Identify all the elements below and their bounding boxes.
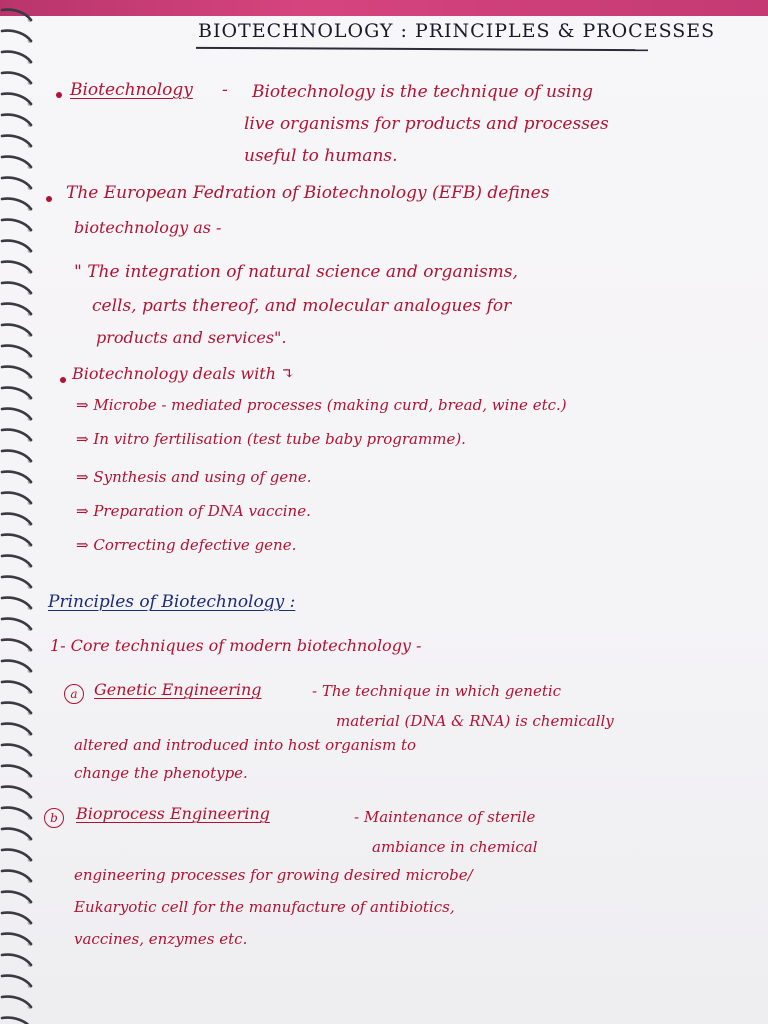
spiral-coil [2, 73, 31, 83]
efb-line-1: The European Fedration of Biotechnology (EFB) defines [66, 183, 550, 203]
principles-subheading: 1- Core techniques of modern biotechnology - [50, 636, 422, 655]
definition-dash: - [222, 80, 228, 100]
spiral-coil [2, 598, 31, 608]
spiral-coil [2, 136, 31, 146]
spiral-coil [2, 199, 31, 209]
genetic-engineering-term: Genetic Engineering [94, 680, 262, 699]
spiral-coil [2, 1018, 31, 1024]
bioprocess-engineering-line-4: Eukaryotic cell for the manufacture of antibiotics, [74, 898, 455, 916]
spiral-coil [2, 178, 31, 188]
spiral-coil [2, 640, 31, 650]
spiral-coil [2, 430, 31, 440]
spiral-coil [2, 766, 31, 776]
deals-heading: Biotechnology deals with ↴ [72, 364, 295, 383]
bioprocess-engineering-line-2: ambiance in chemical [372, 838, 538, 856]
spiral-coil [2, 325, 31, 335]
bioprocess-engineering-line-1: - Maintenance of sterile [354, 808, 536, 826]
spiral-binding [0, 0, 46, 1024]
spiral-coil [2, 787, 31, 797]
spiral-coil [2, 220, 31, 230]
spiral-coil [2, 388, 31, 398]
spiral-coil [2, 661, 31, 671]
spiral-coil [2, 976, 31, 986]
spiral-coil [2, 577, 31, 587]
genetic-engineering-line-4: change the phenotype. [74, 764, 248, 782]
spiral-coil [2, 451, 31, 461]
spiral-coil [2, 241, 31, 251]
spiral-coil [2, 871, 31, 881]
spiral-coil [2, 262, 31, 272]
deals-item: ⇒ Microbe - mediated processes (making curd, bread, wine etc.) [76, 396, 567, 414]
title-underline [196, 47, 648, 51]
spiral-coil [2, 745, 31, 755]
genetic-engineering-line-2: material (DNA & RNA) is chemically [336, 712, 614, 730]
spiral-coil [2, 94, 31, 104]
spiral-coil [2, 682, 31, 692]
spiral-coil [2, 157, 31, 167]
spiral-coil [2, 724, 31, 734]
bioprocess-engineering-term: Bioprocess Engineering [76, 804, 270, 823]
deals-item: ⇒ Synthesis and using of gene. [76, 468, 312, 486]
bioprocess-engineering-line-5: vaccines, enzymes etc. [74, 930, 248, 948]
spiral-coil [2, 955, 31, 965]
bullet-dot [56, 92, 62, 98]
efb-quote-line-2: cells, parts thereof, and molecular analogues for [92, 296, 512, 316]
efb-quote-line-1: " The integration of natural science and organisms, [74, 262, 518, 282]
spiral-coil [2, 367, 31, 377]
efb-quote-line-3: products and services". [96, 328, 287, 347]
definition-line-1: Biotechnology is the technique of using [252, 82, 593, 102]
efb-line-2: biotechnology as - [74, 218, 222, 237]
bullet-dot [60, 377, 66, 383]
deals-item: ⇒ In vitro fertilisation (test tube baby programme). [76, 430, 466, 448]
spiral-coil [2, 283, 31, 293]
spiral-coil [2, 115, 31, 125]
marker-a-icon: a [64, 684, 84, 704]
spiral-coil [2, 703, 31, 713]
spiral-coil [2, 31, 31, 41]
definition-line-2: live organisms for products and processes [244, 114, 609, 134]
spiral-coil [2, 829, 31, 839]
genetic-engineering-line-3: altered and introduced into host organism to [74, 736, 417, 754]
principles-heading: Principles of Biotechnology : [48, 592, 296, 612]
spiral-coil [2, 556, 31, 566]
spiral-coil [2, 304, 31, 314]
spiral-coil [2, 997, 31, 1007]
definition-line-3: useful to humans. [244, 146, 398, 166]
spiral-coil [2, 514, 31, 524]
bullet-dot [46, 196, 52, 202]
spiral-coil [2, 52, 31, 62]
marker-b-icon: b [44, 808, 64, 828]
spiral-coil [2, 850, 31, 860]
spiral-coil [2, 346, 31, 356]
bioprocess-engineering-line-3: engineering processes for growing desired microbe/ [74, 866, 473, 884]
definition-term: Biotechnology [70, 80, 193, 100]
deals-item: ⇒ Preparation of DNA vaccine. [76, 502, 311, 520]
spiral-coil [2, 913, 31, 923]
spiral-coil [2, 892, 31, 902]
spiral-coil [2, 808, 31, 818]
notebook-cover-edge [0, 0, 768, 16]
spiral-coil [2, 409, 31, 419]
deals-item: ⇒ Correcting defective gene. [76, 536, 297, 554]
genetic-engineering-line-1: - The technique in which genetic [312, 682, 562, 700]
spiral-coil [2, 619, 31, 629]
spiral-coil [2, 535, 31, 545]
spiral-coil [2, 934, 31, 944]
spiral-coil [2, 472, 31, 482]
spiral-coil [2, 493, 31, 503]
spiral-coil [2, 10, 31, 20]
page-title: BIOTECHNOLOGY : PRINCIPLES & PROCESSES [198, 20, 716, 42]
